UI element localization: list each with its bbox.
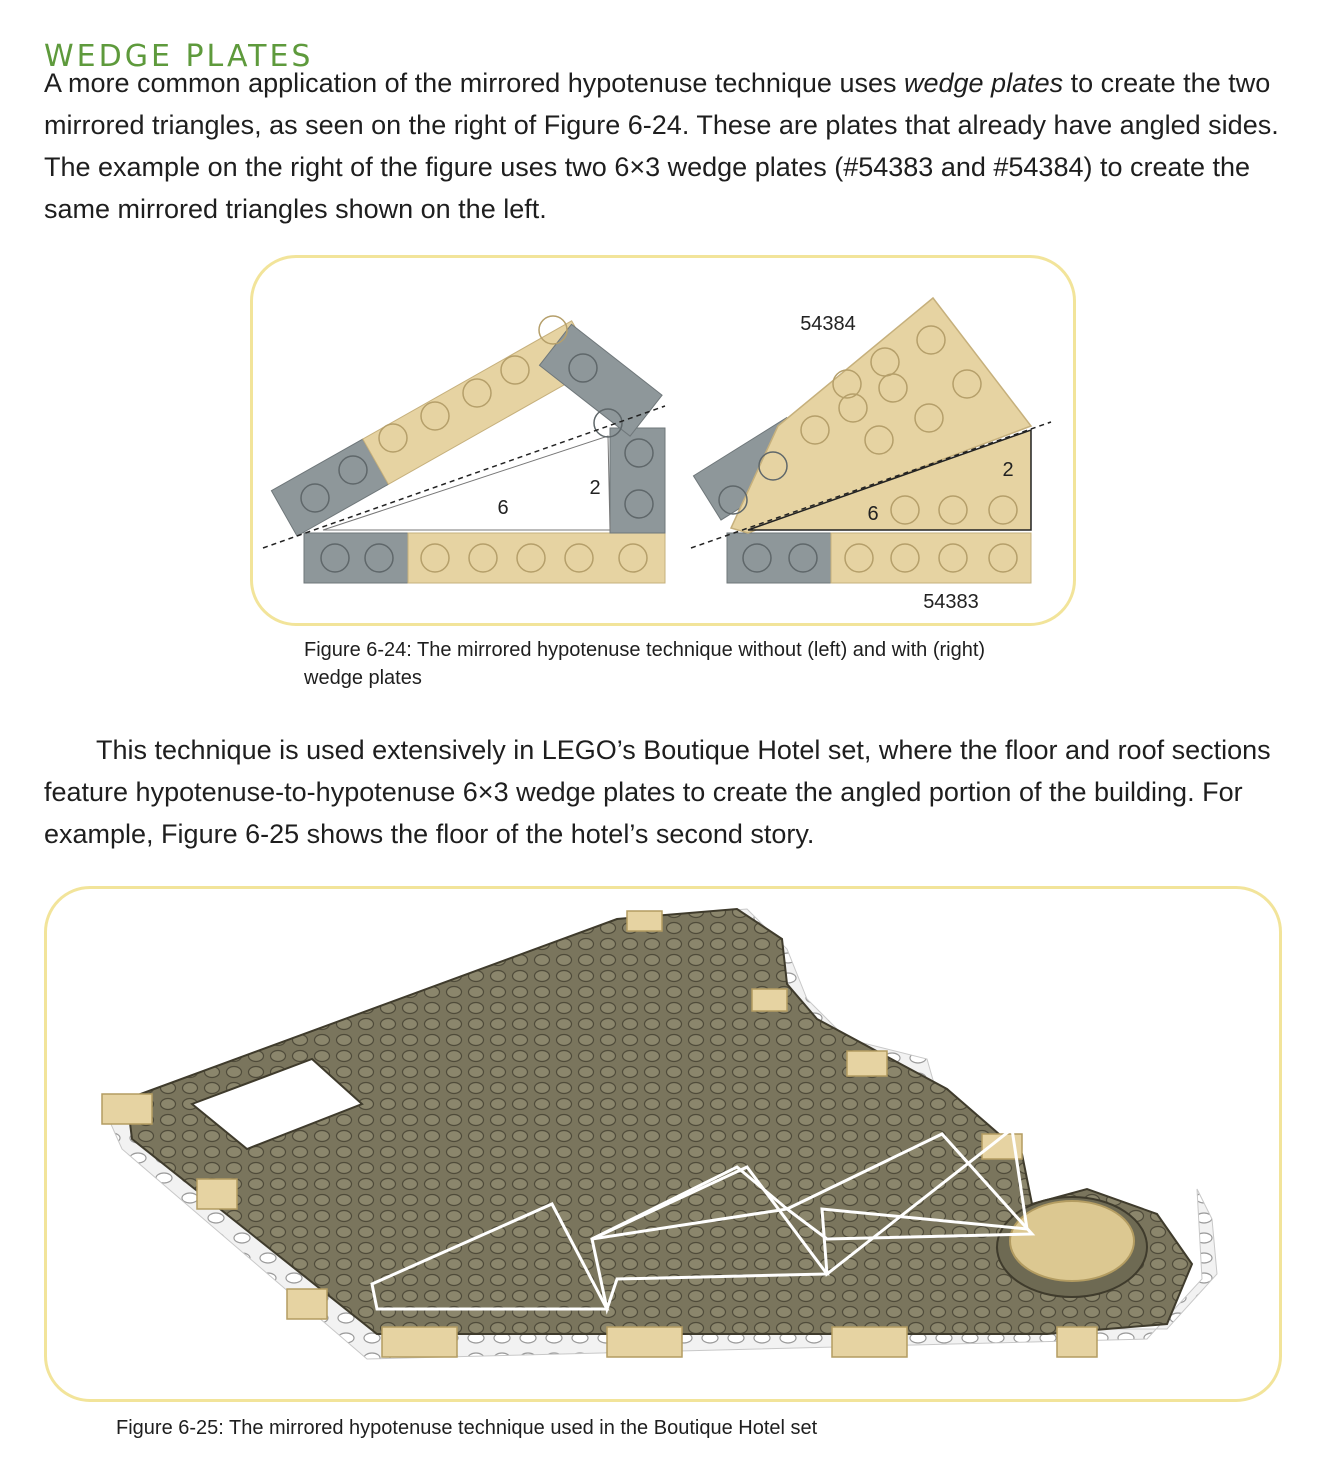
figure-6-25 — [44, 886, 1282, 1402]
right-label-short: 2 — [1002, 459, 1014, 481]
figure-6-24 — [250, 255, 1076, 626]
figure-6-25-caption: Figure 6-25: The mirrored hypotenuse technique used in the Boutique Hotel set — [116, 1417, 818, 1439]
left-label-short: 2 — [589, 477, 601, 499]
figure-6-25-illustration — [47, 889, 1279, 1399]
figure-6-24-caption: Figure 6-24: The mirrored hypotenuse technique without (left) and with (right) wedge plates — [304, 639, 986, 689]
section-heading: WEDGE PLATES — [44, 38, 314, 74]
left-diagram — [263, 316, 665, 583]
paragraph-text-part2: to create the two mirrored triangles, as seen on the right of Figure 6-24. These are plates that already have angled sides. The example on the right of the figure uses two 6×3 wedge plates (#54383 and #54384) to create the same mirrored triangles shown on the left. — [44, 68, 1279, 224]
figure-6-24-illustration — [253, 258, 1073, 623]
right-diagram — [691, 298, 1051, 613]
paragraph-wedge-plates — [44, 62, 1284, 230]
left-label-long: 6 — [497, 497, 509, 519]
emphasis-term: wedge plates — [903, 68, 1064, 98]
paragraph-text: This technique is used extensively in LEGO’s Boutique Hotel set, where the floor and roof sections feature hypotenuse-to-hypotenuse 6×3 wedge plates to create the angled portion of the building. For example, Figure 6-25 shows the floor of the hotel’s second story. — [44, 735, 1271, 849]
part-label-54384: 54384 — [800, 313, 856, 335]
right-label-long: 6 — [867, 503, 879, 525]
part-label-54383: 54383 — [923, 591, 979, 613]
paragraph-boutique-hotel — [44, 729, 1284, 855]
paragraph-text-part1: A more common application of the mirrored hypotenuse technique uses — [44, 68, 904, 98]
